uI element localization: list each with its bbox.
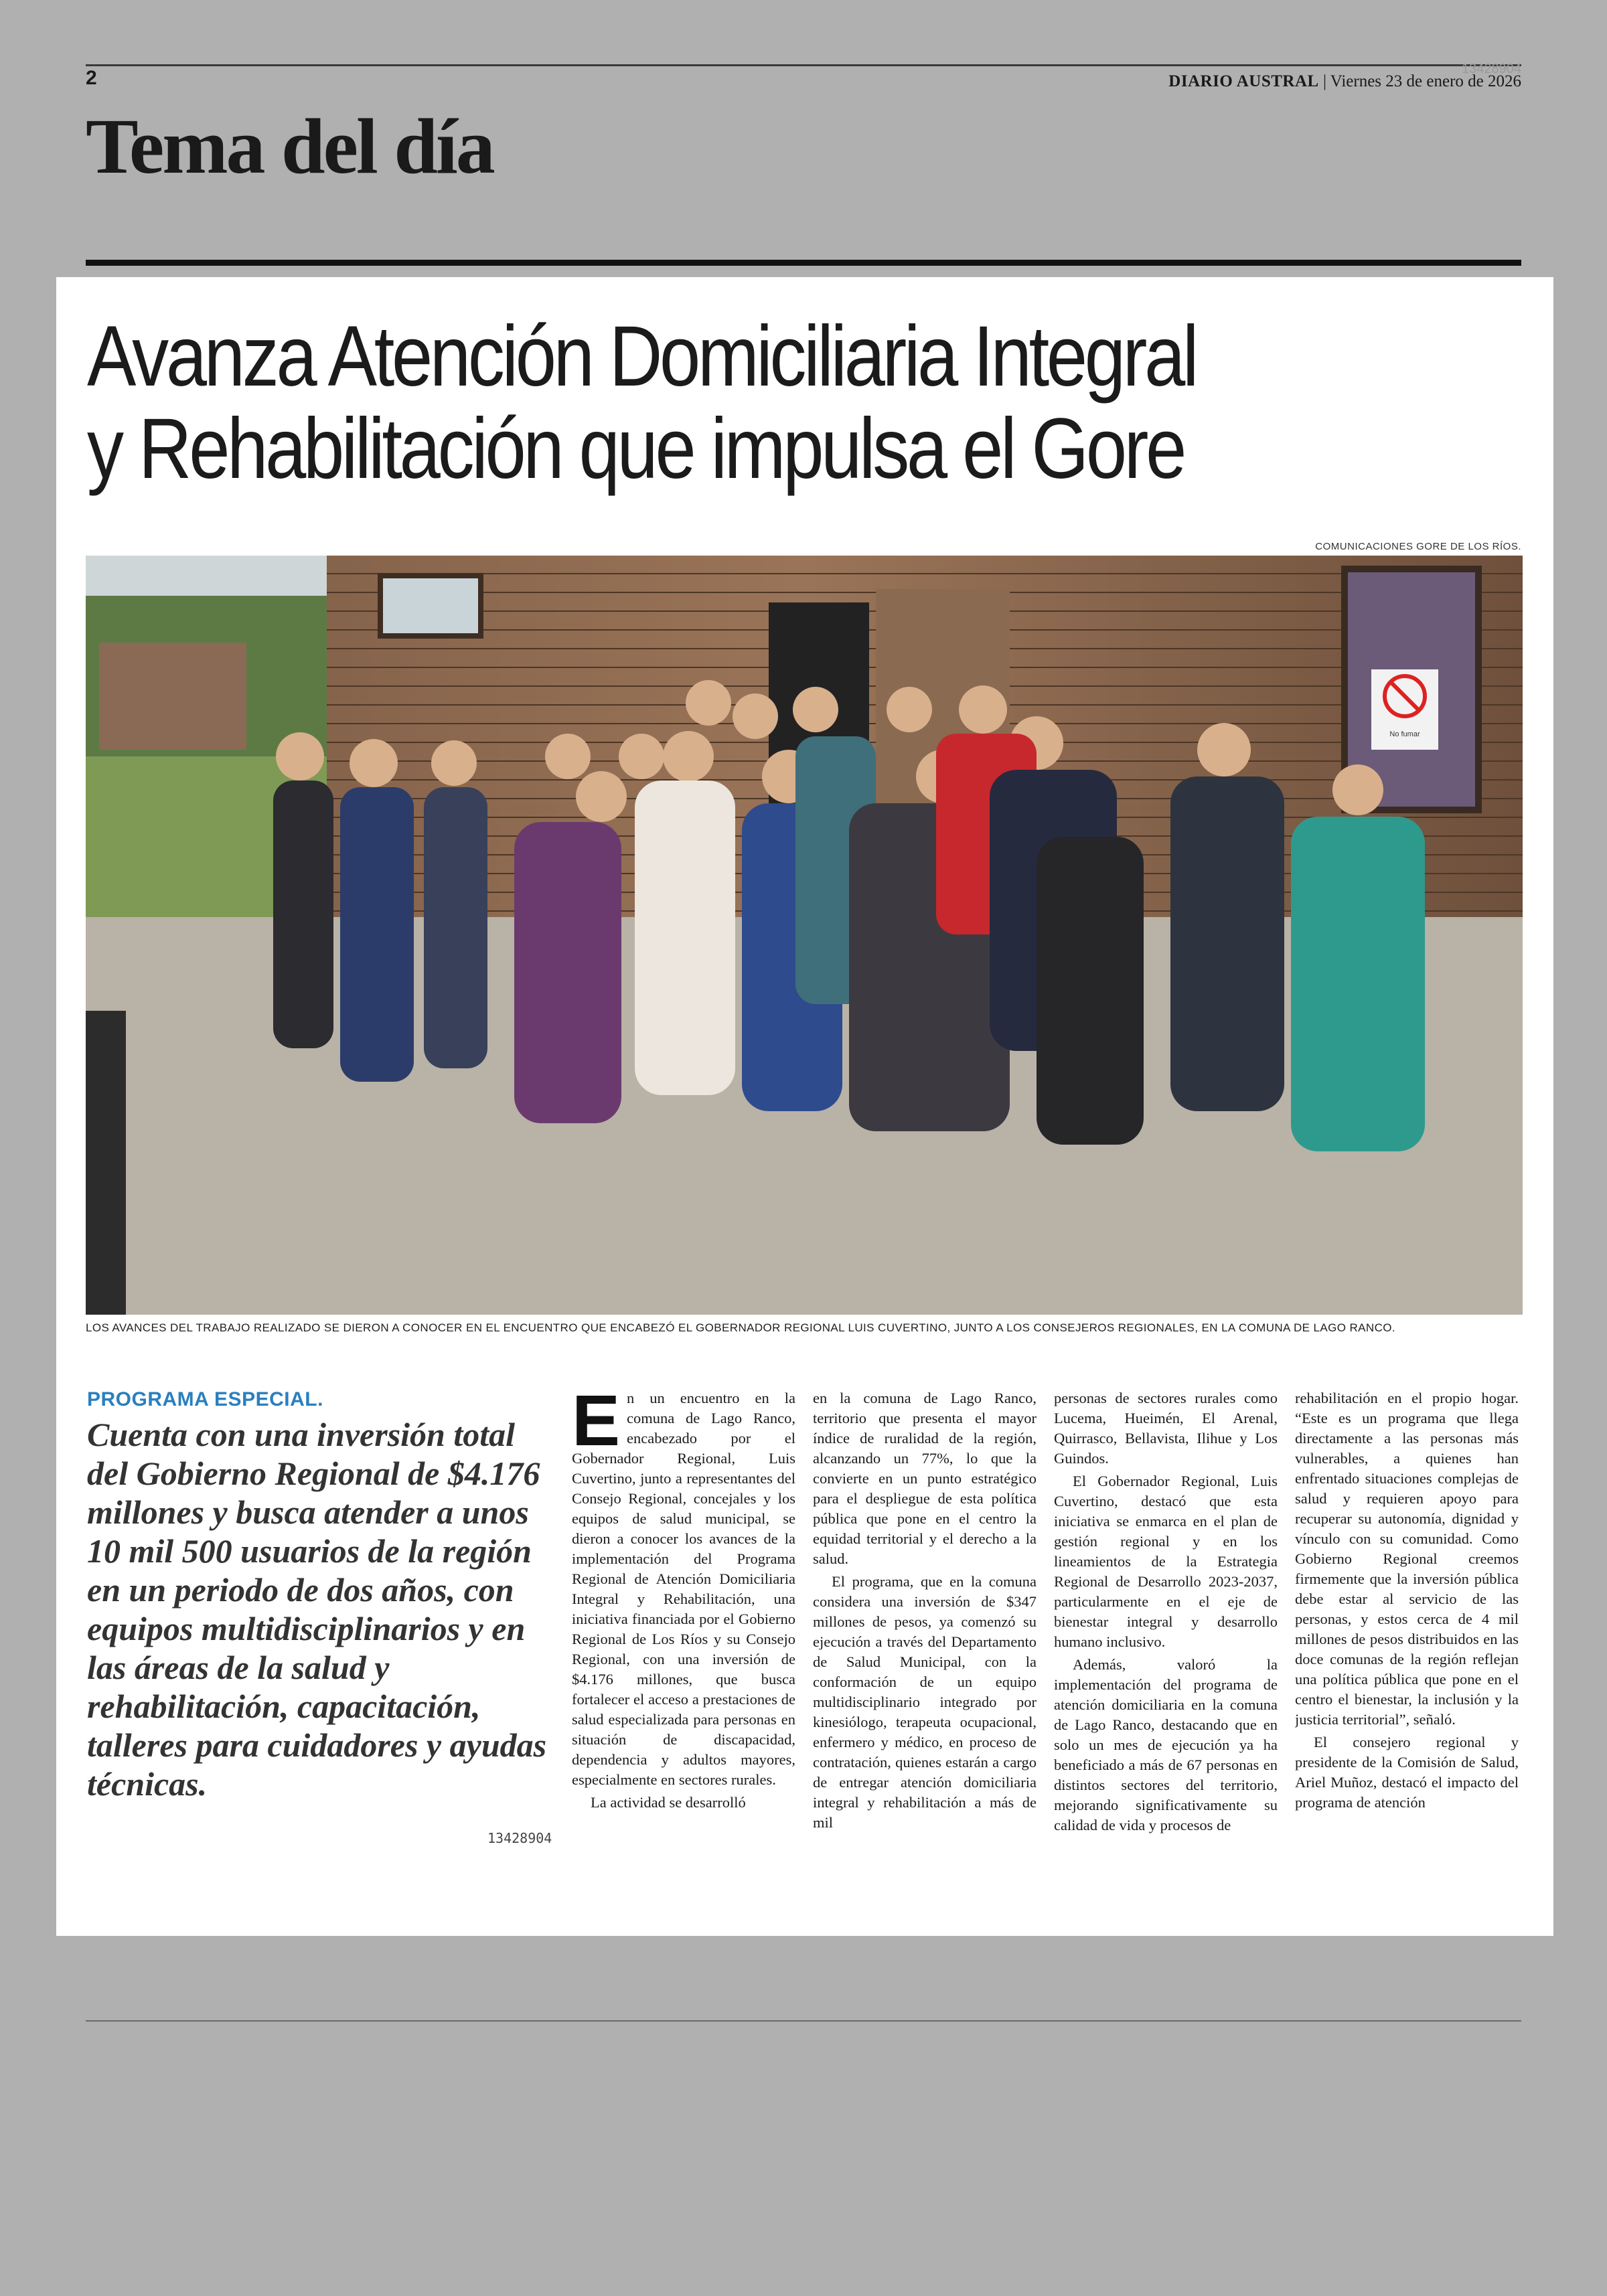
window [380,576,481,636]
kicker: PROGRAMA ESPECIAL. [87,1388,323,1410]
bottom-rule [86,2020,1521,2022]
headline-line-1: Avanza Atención Domiciliaria Integral [87,309,1197,404]
no-smoking-text: No fumar [1389,730,1420,738]
house-left [99,643,246,750]
headline [87,311,1331,495]
railing [86,1011,126,1315]
body-paragraph: El Gobernador Regional, Luis Cuvertino, destacó que esta iniciativa se enmarca en el plan de gestión regional y en los lineamientos de la Estrategia Regional de Desarrollo 2023-2037, particularmente en el eje de bienestar integral y desarrollo humano inclusivo. [1054,1473,1278,1650]
body-paragraph: La actividad se desarrolló [591,1794,746,1811]
masthead [1168,72,1521,91]
issue-date: Viernes 23 de enero de 2026 [1330,72,1521,90]
photo-caption: LOS AVANCES DEL TRABAJO REALIZADO SE DIERON A CONOCER EN EL ENCUENTRO QUE ENCABEZÓ EL GOBERNADOR REGIONAL LUIS CUVERTINO, JUNTO A LOS CONSEJEROS REGIONALES, EN LA COMUNA DE LAGO RANCO. [86,1321,1396,1334]
body-paragraph: Además, valoró la implementación del programa de atención domiciliaria en la comuna de Lago Ranco, destacando que en solo un mes de ejecución ya ha beneficiado a más de 67 personas en distintos sectores del territorio, mejorando significativamente su calidad de vida y procesos de [1054,1656,1278,1833]
body-column-1 [572,1388,795,1917]
body-paragraph: n un encuentro en la comuna de Lago Ranco, encabezado por el Gobernador Regional, Luis Cuvertino, junto a representantes del Consejo Regional, concejales y los equipos de salud municipal, se dieron a conocer los avances de la implementación del Programa Regional de Atención Domiciliaria Integral y Rehabilitación, una iniciativa financiada por el Gobierno Regional de Los Ríos y su Consejo Regional, con una inversión de $4.176 millones, que busca fortalecer el acceso a prestaciones de salud especializada para personas en situación de discapacidad, dependencia y adultos mayores, especialmente en sectores rurales. [572,1390,795,1788]
body-paragraph: en la comuna de Lago Ranco, territorio que presenta el mayor índice de ruralidad de la región, alcanzando un 77%, lo que la convierte en un punto estratégico para el despliegue de esta política pública que pone en el centro la equidad territorial y el derecho a la salud. [813,1390,1037,1567]
section-title: Tema del día [86,102,493,190]
photo-credit: COMUNICACIONES GORE DE LOS RÍOS. [1315,541,1521,552]
masthead-separator: | [1322,72,1326,90]
newspaper-name: DIARIO AUSTRAL [1168,72,1319,90]
lead-paragraph: Cuenta con una inversión total del Gobierno Regional de $4.176 millones y busca atender a unos 10 mil 500 usuarios de la región en un periodo de dos años, con equipos multidisciplinarios y en las áreas de la salud y rehabilitación, capacitación, talleres para cuidadores y ayudas técnicas. [87,1416,547,1803]
clipping-id-top: 13428904 [1462,62,1521,76]
body-paragraph: rehabilitación en el propio hogar. “Este es un programa que llega directamente a las personas más vulnerables, a quienes han enfrentado situaciones complejas de salud y requieren apoyo para recuperar su autonomía, dignidad y vínculo con su comunidad. Como Gobierno Regional creemos firmemente que la inversión pública debe estar al servicio de las personas, y estos cerca de 4 mil millones de pesos distribuidos en las doce comunas de la región reflejan una política pública que pone en el centro el bienestar, la inclusión y la justicia territorial”, señaló. [1295,1390,1519,1728]
article-photo [86,556,1523,1315]
body-paragraph: El consejero regional y presidente de la Comisión de Salud, Ariel Muñoz, destacó el impacto del programa de atención [1295,1734,1519,1811]
drop-cap: E [572,1388,621,1461]
article [56,277,1553,1936]
body-paragraph: personas de sectores rurales como Lucema, Hueimén, El Arenal, Quirrasco, Bellavista, Ilihue y Los Guindos. [1054,1390,1278,1467]
body-column-2 [813,1388,1037,1917]
clipping-id-side: 13428904 [487,1830,552,1846]
section-rule [86,260,1521,266]
body-paragraph: El programa, que en la comuna considera una inversión de $347 millones de pesos, ya comenzó su ejecución a través del Departamento de Salud Municipal, con la conformación de un equipo multidisciplinario integrado por kinesiólogo, terapeuta ocupacional, enfermero y médico, en proceso de contratación, quienes estarán a cargo de entregar atención domiciliaria integral y rehabilitación a más de mil [813,1573,1037,1831]
headline-line-2: y Rehabilitación que impulsa el Gore [87,401,1184,497]
top-rule [86,64,1521,66]
body-column-4 [1295,1388,1519,1917]
body-column-3 [1054,1388,1278,1917]
page-number: 2 [86,67,97,89]
